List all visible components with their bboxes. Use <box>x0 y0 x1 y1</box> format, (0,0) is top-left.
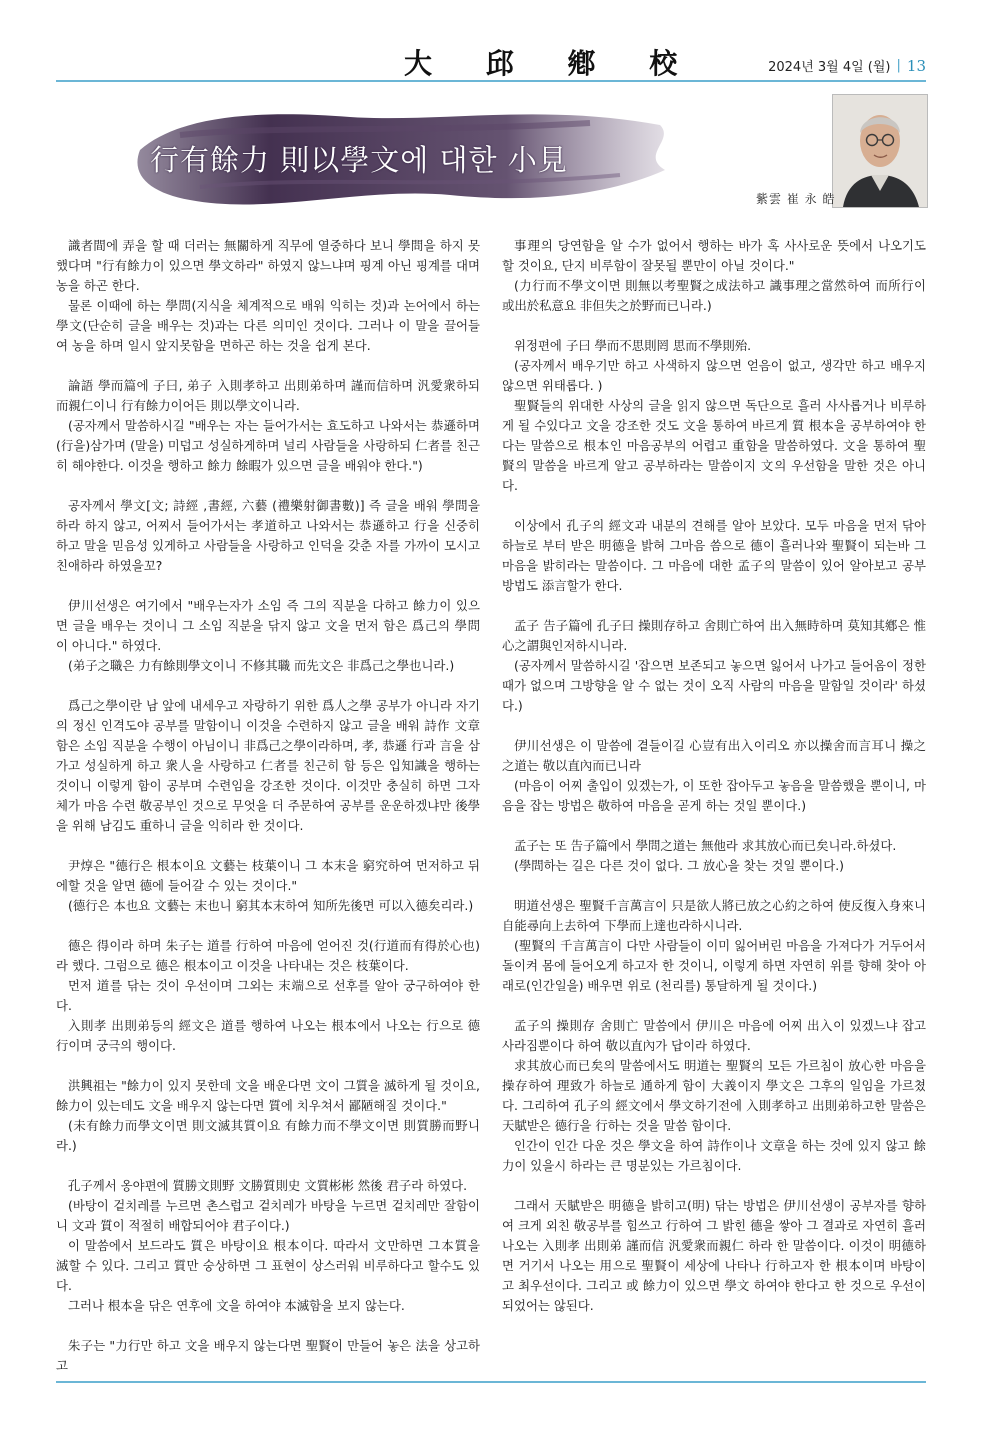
paragraph: 事理의 당연함을 알 수가 없어서 행하는 바가 혹 사사로운 뜻에서 나오기도 할 것이요, 단지 비루함이 잘못될 뿐만이 아닐 것이다." <box>502 238 926 273</box>
paragraph: 이상에서 孔子의 經文과 내분의 견해를 알아 보았다. 모두 마음을 먼저 닦아 하늘로 부터 받은 明德을 밝혀 그마음 씀으로 德이 흘러나와 聖賢이 되는바 그 마음을 밝히라는 말씀이다. 그 마음에 대한 孟子의 말씀이 있어 알아보고 공부방법도 添言할가 한다. <box>502 518 926 593</box>
paragraph: (弟子之職은 力有餘則學文이니 不修其職 而先文은 非爲己之學也니라.) <box>68 658 455 673</box>
author-photo <box>832 94 928 208</box>
article-left-column <box>56 236 480 1376</box>
page-number: 13 <box>906 56 926 75</box>
paragraph: 伊川선생은 여기에서 "배우는자가 소임 즉 그의 직분을 다하고 餘力이 있으면 글을 배우는 것이니 그 소임 직분을 닦지 않고 文을 먼저 함은 爲己의 學問이 아니다." 하였다. <box>56 598 480 653</box>
paragraph: 孟子의 操則存 舍則亡 말씀에서 伊川은 마음에 어찌 出入이 있겠느냐 잡고 사라짐뿐이다 하여 敬以直內가 답이라 하였다. <box>502 1018 926 1053</box>
paragraph: 伊川선생은 이 말씀에 곁들이길 心豈有出入이리오 亦以操舍而言耳니 操之之道는 敬以直內而已니라 <box>502 738 926 773</box>
paragraph: 入則孝 出則弟등의 經文은 道를 행하여 나오는 根本에서 나오는 行으로 德行이며 궁극의 행이다. <box>56 1018 480 1053</box>
paragraph: 물론 이때에 하는 學問(지식을 체계적으로 배워 익히는 것)과 논어에서 하는 學文(단순히 글을 배우는 것)과는 다른 의미인 것이다. 그러나 이 말을 끌어들여 농을 하며 일시 앞지못함을 면하곤 하는 것을 쉽게 본다. <box>56 298 480 353</box>
paragraph: 인간이 인간 다운 것은 學文을 하여 詩作이나 文章을 하는 것에 있지 않고 餘力이 있을시 하라는 큰 명분있는 가르침이다. <box>502 1138 926 1173</box>
paragraph: 識者間에 弄을 할 때 더러는 無關하게 직무에 열중하다 보니 學問을 하지 못했다며 "行有餘力이 있으면 學文하라" 하였지 않느냐며 핑계 아닌 핑계를 대며 농을 하곤 한다. <box>56 238 480 293</box>
paragraph: 공자께서 學文[文; 詩經 ,書經, 六藝 (禮樂射御書數)] 즉 글을 배워 學問을 하라 하지 않고, 어찌서 들어가서는 孝道하고 나와서는 恭遜하고 行을 신중히하고 말을 믿음성 있게하고 사람들을 사랑하고 인덕을 갖춘 자를 가까이 모시고 친애하라 하였을꼬? <box>56 498 480 573</box>
paragraph: 洪興祖는 "餘力이 있지 못한데 文을 배운다면 文이 그質을 滅하게 될 것이요, 餘力이 있는데도 文을 배우지 않는다면 質에 치우쳐서 鄙陋해질 것이다." <box>56 1078 480 1113</box>
paragraph: (마음이 어찌 출입이 있겠는가, 이 또한 잡아두고 놓음을 말씀했을 뿐이니, 마음을 잡는 방법은 敬하여 마음을 곧게 하는 것일 뿐이다.) <box>502 778 926 813</box>
paragraph: (未有餘力而學文이면 則文滅其質이요 有餘力而不學文이면 則質勝而野니라.) <box>56 1118 480 1153</box>
article-title: 行有餘力 則以學文에 대한 小見 <box>150 143 568 177</box>
paragraph: (聖賢의 千言萬言이 다만 사람들이 이미 잃어버린 마음을 가져다가 거두어서 돌이켜 몸에 들어오게 하고자 한 것이니, 이렇게 하면 자연히 위를 향해 찾아 아래로(인간일을) 배우면 위로 (천리를) 통달하게 될 것이다.) <box>502 938 926 993</box>
author-byline: 紫雲 崔 永 皓 <box>756 192 836 206</box>
paragraph: 먼저 道를 닦는 것이 우선이며 그외는 末端으로 선후를 알아 궁구하여야 한다. <box>56 978 480 1013</box>
paragraph: 明道선생은 聖賢千言萬言이 只是欲人將已放之心約之하여 使反復入身來니 自能尋向上去하여 下學而上達也라하시니라. <box>502 898 926 933</box>
paragraph: 孟子 告子篇에 孔子曰 操則存하고 舍則亡하여 出入無時하며 莫知其鄕은 惟心之謂與인저하시니라. <box>502 618 926 653</box>
masthead: 大 邱 鄕 校 <box>404 47 700 80</box>
paragraph: 尹焞은 "德行은 根本이요 文藝는 枝葉이니 그 本末을 窮究하여 먼저하고 뒤에할 것을 알면 德에 들어갈 수 있는 것이다." <box>56 858 480 893</box>
paragraph: (力行而不學文이면 則無以考聖賢之成法하고 識事理之當然하여 而所行이 或出於私意요 非但失之於野而已니라.) <box>502 278 926 313</box>
paragraph: 求其放心而已矣의 말씀에서도 明道는 聖賢의 모든 가르침이 放心한 마음을 操存하여 理致가 하늘로 通하게 함이 大義이지 學文은 그후의 일임을 가르쳤다. 그리하여 孔子의 經文에서 學文하기전에 入則孝하고 出則弟하고한 말씀은 天賦받은 德行을 行하는 것을 말씀 함이다. <box>502 1058 926 1133</box>
paragraph: 聖賢들의 위대한 사상의 글을 읽지 않으면 독단으로 흘러 사사롭거나 비루하게 될 수있다고 文을 강조한 것도 文을 통하여 바르게 質 根本을 공부하여야 한다는 말씀으로 根本인 마음공부의 어렵고 重함을 말씀하였다. 文을 통하여 聖賢의 말씀을 바르게 알고 공부하라는 말씀이지 文의 우선함을 말한 것은 아니다. <box>502 398 926 493</box>
paragraph: 이 말씀에서 보드라도 質은 바탕이요 根本이다. 따라서 文만하면 그本質을 滅할 수 있다. 그리고 質만 숭상하면 그 표현이 상스러워 비루하다고 할수도 있다. <box>56 1238 480 1293</box>
paragraph: 論語 學而篇에 子曰, 弟子 入則孝하고 出則弟하며 謹而信하며 汎愛衆하되 而親仁이니 行有餘力이어든 則以學文이니라. <box>56 378 480 413</box>
paragraph: 孔子께서 옹야편에 質勝文則野 文勝質則史 文質彬彬 然後 君子라 하였다. <box>68 1178 468 1193</box>
paragraph: 朱子는 "力行만 하고 文을 배우지 않는다면 聖賢이 만들어 놓은 法을 상고하고 <box>56 1338 480 1373</box>
date-separator: | <box>896 58 901 73</box>
paragraph: 위정편에 子曰 學而不思則罔 思而不學則殆. <box>514 338 752 353</box>
paragraph: 孟子는 또 告子篇에서 學問之道는 無他라 求其放心而已矣니라.하셨다. <box>514 838 897 853</box>
paragraph: (學問하는 길은 다른 것이 없다. 그 放心을 찾는 것일 뿐이다.) <box>514 858 844 873</box>
paragraph: (바탕이 겉치레를 누르면 촌스럽고 겉치레가 바탕을 누르면 겉치레만 잘함이니 文과 質이 적절히 배합되어야 君子이다.) <box>56 1198 480 1233</box>
paragraph: (공자께서 말씀하시길 '잡으면 보존되고 놓으면 잃어서 나가고 들어옴이 정한 때가 없으며 그방향을 알 수 없는 것이 오직 사람의 마음을 말함일 것이라' 하셨다.) <box>502 658 926 713</box>
issue-date: 2024년 3월 4일 (월) <box>768 60 891 75</box>
paragraph: 德은 得이라 하며 朱子는 道를 行하여 마음에 얻어진 것(行道而有得於心也)라 했다. 그럼으로 德은 根本이고 이것을 나타내는 것은 枝葉이다. <box>56 938 480 973</box>
paragraph: 爲己之學이란 남 앞에 내세우고 자랑하기 위한 爲人之學 공부가 아니라 자기의 정신 인격도야 공부를 말함이니 이것을 수련하지 않고 글을 배워 詩作 文章함은 소임 직분을 수행이 아님이니 非爲己之學이라하며, 孝, 恭遜 行과 言을 삼가고 성실하게 하고 衆人을 사랑하고 仁者를 친근히 함 등은 입知識을 행하는 것이니 이렇게 함이 공부며 수련임을 강조한 것이다. 이것만 충실히 하면 그자체가 마음 수련 敬공부인 것으로 무엇을 더 주문하여 공부를 운운하겠냐만 後學을 위해 남김도 重하니 글을 익히라 한 것이다. <box>56 698 480 833</box>
dateline <box>768 56 926 75</box>
paragraph: 그래서 天賦받은 明德을 밝히고(明) 닦는 방법은 伊川선생이 공부자를 향하여 크게 외친 敬공부를 힘쓰고 行하여 그 밝힌 德을 쌓아 그 결과로 자연히 흘러나오는 入則孝 出則弟 謹而信 汎愛衆而親仁 하라 한 말씀이다. 이것이 明德하면 거기서 나오는 用으로 聖賢이 세상에 나타나 行하고자 한 根本이며 바탕이고 최우선이다. 그리고 或 餘力이 있으면 學文 하여야 한다고 한 것으로 우선이 되었어는 않된다. <box>502 1198 926 1313</box>
paragraph: (공자께서 말씀하시길 "배우는 자는 들어가서는 효도하고 나와서는 恭遜하며(行을)삼가며 (말을) 미덥고 성실하게하며 널리 사람들을 사랑하되 仁者를 친근히 해야한다. 이것을 행하고 餘力 餘暇가 있으면 글을 배워야 한다.") <box>56 418 480 473</box>
paragraph: (德行은 本也요 文藝는 末也니 窮其本末하여 知所先後면 可以入德矣리라.) <box>68 898 474 913</box>
header-rule <box>56 80 926 82</box>
article-right-column <box>502 236 926 1316</box>
paragraph: 그러나 根本을 닦은 연후에 文을 하여야 本滅함을 보지 않는다. <box>68 1298 405 1313</box>
paragraph: (공자께서 배우기만 하고 사색하지 않으면 얻음이 없고, 생각만 하고 배우지 않으면 위태롭다. ) <box>502 358 926 393</box>
footer-rule <box>56 1381 926 1383</box>
